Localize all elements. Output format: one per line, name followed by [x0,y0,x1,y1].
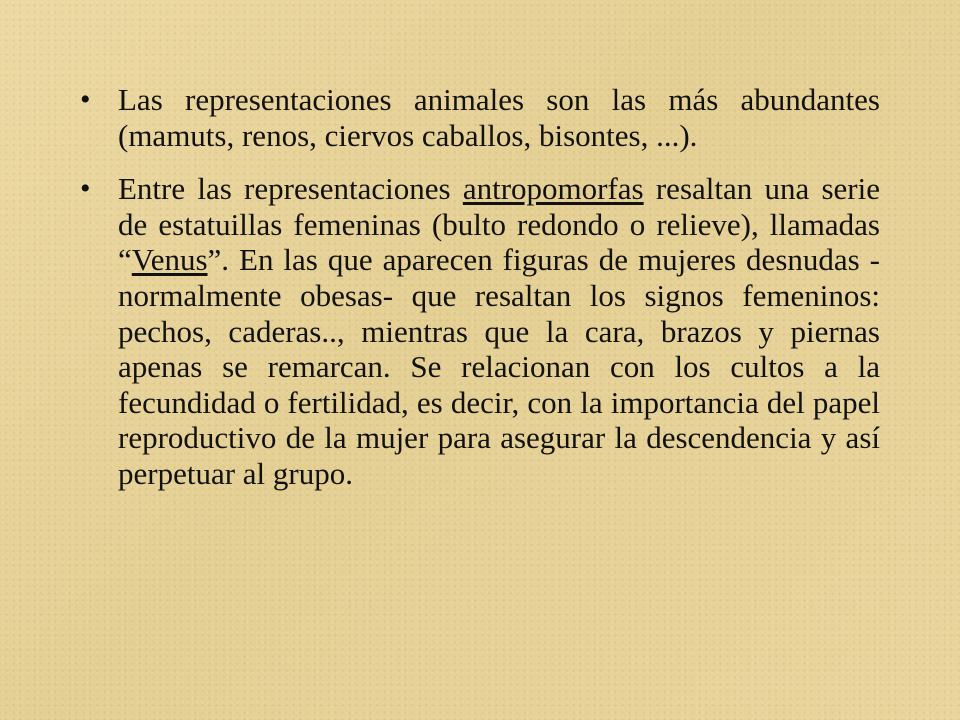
bullet-text: Las representaciones animales son las más abundantes (mamuts, renos, ciervos caballos, bisontes, ...). [118,82,880,153]
bullet-text-part: Entre las representaciones [118,171,463,207]
bullet-list [80,82,880,510]
bullet-text-part: resaltan una serie de estatuillas femeninas (bulto redondo o relieve), llamadas “ [118,171,881,278]
bullet-item-venus [80,171,880,491]
bullet-item-animals [80,82,880,153]
underlined-term-antropomorfas: antropomorfas [462,171,644,207]
underlined-term-venus: Venus [131,242,208,278]
bullet-dot-icon: • [80,172,91,206]
bullet-dot-icon: • [80,83,91,116]
bullet-text-part: ”. En las que aparecen figuras de mujeres desnudas - normalmente obesas- que resaltan los signos femeninos: pechos, caderas.., mientras que la cara, brazos y piernas apenas se remarcan. Se relacionan con los cultos a la fecundidad o fertilidad, es decir, con la importancia del papel reproductivo de la mujer para asegurar la descendencia y así perpetuar al grupo. [118,242,880,491]
